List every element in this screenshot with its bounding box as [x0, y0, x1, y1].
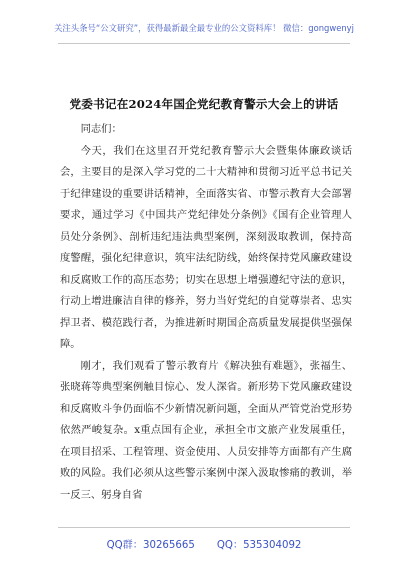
paragraph-1: 今天，我们在这里召开党纪教育警示大会暨集体廉政谈话会，主要目的是深入学习党的二十大精神和贯彻习近平总书记关于纪律建设的重要讲话精神，全面落实省、市警示教育大会部署要求，通过学习《中国共产党纪律处分条例》《国有企业管理人员处分条例》、剖析违纪违法典型案例，深刻汲取教训，保持高度警醒，强化纪律意识，筑牢法纪防线，始终保持党风廉政建设和反腐败工作的高压态势；切实在思想上增强遵纪守法的意识，行动上增进廉洁自律的修养，努力当好党纪的自觉尊崇者、忠实捍卫者、模范践行者，为推进新时期国企高质量发展提供坚强保障。	[60, 144, 352, 350]
footer-contact	[0, 536, 408, 551]
footer-qq: QQ：535304092	[216, 540, 302, 551]
footer-qq-group: QQ群：30265665	[106, 540, 195, 551]
footer-divider	[58, 527, 350, 528]
header-banner: 关注头条号“公文研究”，获得最新最全最专业的公文资料库！ 微信：gongwenyj	[54, 23, 354, 33]
document-title: 党委书记在2024年国企党纪教育警示大会上的讲话	[69, 97, 339, 111]
document-body	[60, 119, 352, 506]
header-divider	[58, 43, 350, 44]
greeting: 同志们：	[80, 123, 122, 135]
paragraph-2: 刚才，我们观看了警示教育片《解决独有难题》，张福生、张晓蒋等典型案例触目惊心、发人深省。新形势下党风廉政建设和反腐败斗争仍面临不少新情况新问题，全面从严管党治党形势依然严峻复杂。x重点国有企业，承担全市文旅产业发展重任，在项目招采、工程管理、资金使用、人员安排等方面都有产生腐败的风险。我们必须从这些警示案例中深入汲取惨痛的教训，举一反三、躬身自省	[60, 359, 352, 501]
